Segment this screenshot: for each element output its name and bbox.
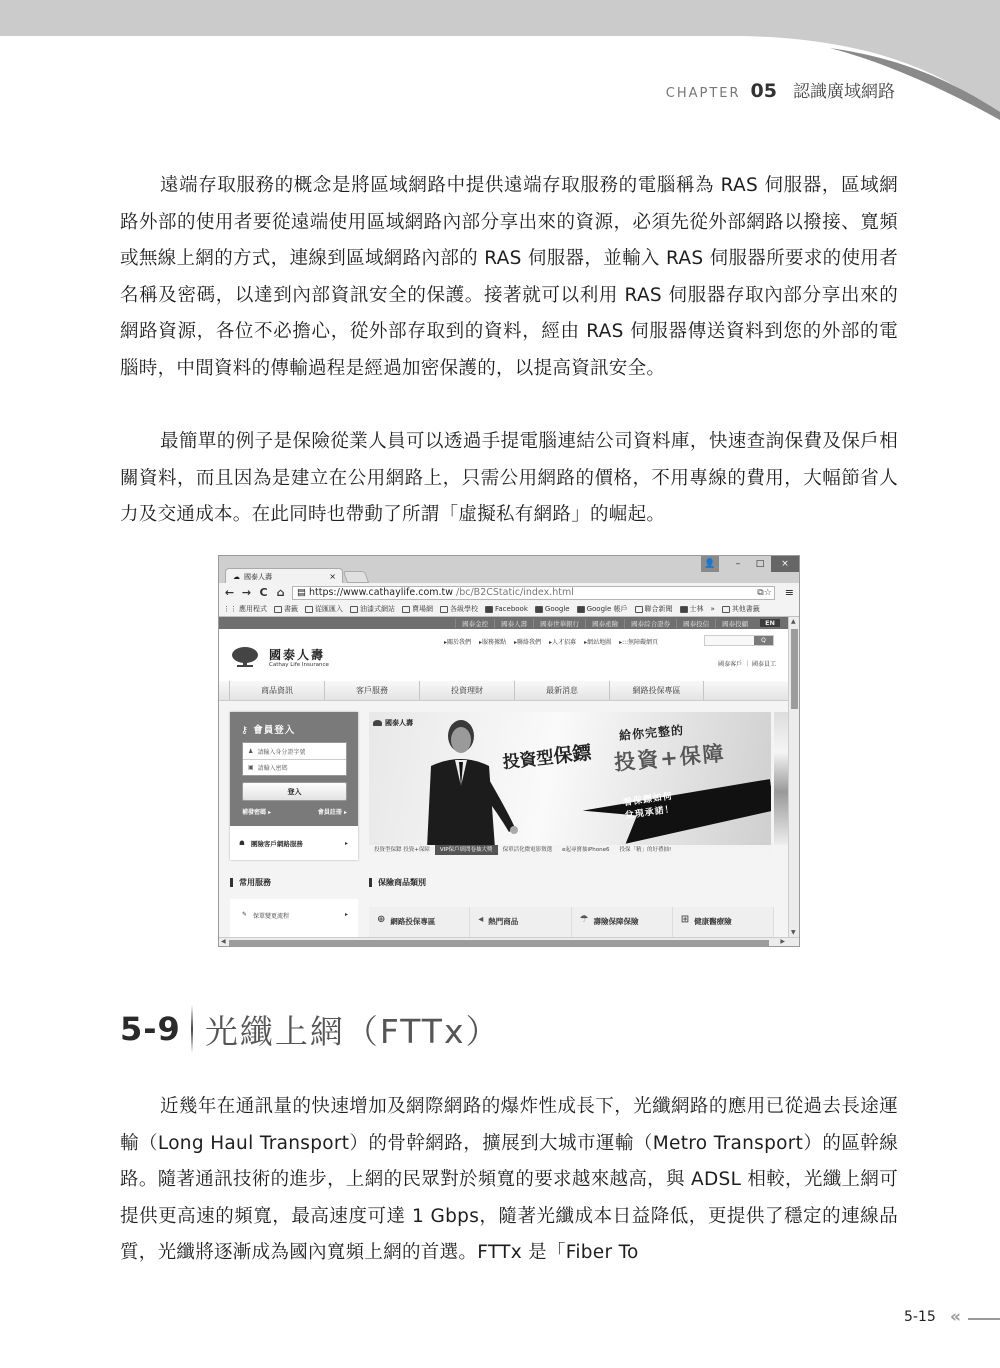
browser-toolbar	[219, 583, 799, 602]
maximize-button[interactable]: □	[755, 559, 765, 569]
reload-icon[interactable]: C	[259, 586, 268, 599]
site-header	[219, 629, 788, 681]
facebook-icon	[485, 606, 493, 613]
browser-tab-bar	[219, 556, 799, 583]
tree-logo-icon	[231, 646, 259, 668]
utility-link[interactable]: ▸服務據點	[479, 639, 507, 646]
policy-change-link[interactable]: ✎ 保單變更流程 ▸	[230, 899, 358, 937]
group-link[interactable]: 國泰世華銀行	[533, 619, 585, 628]
bookmarks-bar	[219, 602, 799, 617]
member-login-panel	[230, 712, 358, 860]
group-insurance-service-link[interactable]: ☗ 團險客戶網路服務 ▸	[230, 826, 358, 860]
folder-icon	[440, 606, 448, 613]
paragraph-insurance-example: 最簡單的例子是保險從業人員可以透過手提電腦連結公司資料庫，快速查詢保費及保戶相關資料，而且因為是建立在公用網路上，只需公用網路的價格，不用專線的費用，大幅節省人力及交通成本。在此同時也帶動了所謂「虛擬私有網路」的崛起。	[120, 431, 898, 525]
chapter-header	[666, 77, 895, 102]
group-link[interactable]: 國泰綜合證券	[624, 619, 676, 628]
apps-grid-icon: ⋮⋮	[223, 605, 237, 613]
scroll-down-icon[interactable]: ▼	[791, 929, 796, 936]
category-online-insurance[interactable]: ⊕ 網路投保專區	[369, 907, 470, 937]
scroll-right-icon[interactable]: ▶	[780, 938, 785, 945]
scroll-left-icon[interactable]: ◀	[221, 938, 226, 945]
close-tab-icon[interactable]: ×	[329, 572, 336, 581]
slide-tab[interactable]: 投資型保鏢 投資+保障	[374, 847, 430, 853]
login-links	[242, 807, 347, 816]
site-logo-subtitle: Cathay Life Insurance	[269, 662, 329, 668]
minimize-button[interactable]: –	[735, 559, 741, 569]
nav-item[interactable]: 網路投保專區	[609, 681, 704, 700]
group-link[interactable]: 國泰投顧	[715, 619, 754, 628]
utility-link[interactable]: ▸人才招募	[549, 639, 577, 646]
login-button[interactable]: 登入	[242, 782, 347, 801]
folder-icon	[722, 606, 730, 613]
chapter-title: 認識廣域網路	[793, 82, 895, 102]
chevron-right-icon: ▸	[344, 911, 348, 918]
back-icon[interactable]: ←	[224, 586, 235, 599]
horizontal-scrollbar[interactable]	[219, 937, 799, 947]
home-icon[interactable]: ⌂	[276, 586, 285, 599]
web-page-viewport	[219, 617, 788, 937]
utility-link[interactable]: ▸:::無障礙網頁	[619, 639, 659, 646]
group-link[interactable]: 國泰產險	[585, 619, 624, 628]
utility-link[interactable]: ▸網站地圖	[584, 639, 612, 646]
utility-link[interactable]: ▸聯絡我們	[514, 639, 542, 646]
paragraph-ras: 遠端存取服務的概念是將區域網路中提供遠端存取服務的電腦稱為 RAS 伺服器，區域網路外部的使用者要從遠端使用區域網路內部分享出來的資源，必須先從外部網路以撥接、寬頻或無線上網的方式，連線到區域網路內部的 RAS 伺服器，並輸入 RAS 伺服器所要求的使用者名稱及密碼，以達到內部資訊安全的保護。接著就可以利用 RAS 伺服器存取內部分享出來的網路資源，各位不必擔心，從外部存取到的資料，經由 RAS 伺服器傳送資料到您的外部的電腦時，中間資料的傳輸過程是經過加密保護的，以提高資訊安全。	[120, 175, 898, 379]
slide-tab[interactable]: e起尋寶抽iPhone6	[562, 847, 610, 853]
bookmark-folder[interactable]: 各級學校	[440, 604, 478, 614]
header-curve-decoration	[0, 0, 1000, 120]
category-life-insurance[interactable]: ☂ 壽險保障保險	[572, 907, 673, 937]
banner-slogan: 投資+保障	[613, 741, 727, 775]
person-icon: ♟	[248, 747, 254, 755]
section-divider	[191, 1005, 193, 1053]
nav-item[interactable]: 最新消息	[514, 681, 609, 700]
banner-next-arrow[interactable]	[774, 712, 788, 845]
paragraph-fiber: 近幾年在通訊量的快速增加及網際網路的爆炸性成長下，光纖網路的應用已從過去長途運輸（Long Haul Transport）的骨幹網路，擴展到大城市運輸（Metro Transport）的區幹線路。隨著通訊技術的進步，上網的民眾對於頻寬的要求越來越高，與 ADSL 相較，光纖上網可提供更高速的頻寬，最高速度可達 1 Gbps，隨著光纖成本日益降低，更提供了穩定的連線品質，光纖將逐漸成為國內寬頻上網的首選。FTTx 是「Fiber To	[120, 1096, 898, 1263]
forgot-password-link[interactable]: 補發密碼 ▸	[242, 809, 272, 816]
double-chevron-left-icon: «	[950, 1307, 956, 1327]
footer-line	[968, 1318, 1000, 1320]
menu-icon[interactable]: ≡	[784, 586, 794, 599]
folder-icon	[274, 606, 282, 613]
banner-headline: 投資型保鏢	[501, 741, 593, 774]
page-number: 5-15	[904, 1309, 936, 1325]
bookmark-folder[interactable]: 油漆式網站	[350, 604, 395, 614]
slide-tab[interactable]: 投保「精」的好禮抽!	[619, 847, 672, 853]
promo-banner[interactable]	[369, 712, 771, 845]
user-icon[interactable]: 👤	[701, 556, 719, 572]
product-category-row	[369, 907, 774, 937]
chapter-number: 05	[750, 80, 777, 102]
login-title: ⚷ 會員登入	[241, 725, 296, 736]
group-link[interactable]: 國泰人壽	[494, 619, 533, 628]
banner-cta-text[interactable]: 看保鏢如何 兌現承諾！	[622, 791, 676, 822]
tree-logo-icon	[373, 720, 382, 726]
bookmark-apps[interactable]: ⋮⋮ 應用程式	[223, 605, 267, 613]
section-number: 5-9	[120, 1010, 181, 1048]
slide-tab-active[interactable]: VIP保戶填問卷抽大獎	[435, 845, 498, 855]
folder-icon	[350, 606, 358, 613]
register-link[interactable]: 會員註冊 ▸	[317, 809, 347, 816]
bookmark-yahoo[interactable]: 士林	[680, 604, 704, 614]
yahoo-icon	[680, 606, 688, 613]
tab-title: 國泰人壽	[244, 572, 272, 581]
news-icon	[635, 606, 643, 613]
vertical-scrollbar[interactable]	[788, 617, 799, 937]
slide-tab[interactable]: 保單活化微電影徵選	[502, 847, 553, 853]
google-icon	[535, 606, 543, 613]
utility-links	[444, 637, 658, 646]
spokesman-image	[409, 716, 519, 845]
url-path: /bc/B2CStatic/index.html	[456, 587, 574, 598]
nav-item[interactable]: 投資理財	[419, 681, 514, 700]
member-links[interactable]: 國泰客戶 ｜ 國泰員工	[718, 661, 776, 668]
nav-item[interactable]: 商品資訊	[229, 681, 324, 700]
password-field[interactable]: ▣ 請輸入密碼	[243, 759, 346, 775]
bookmarks-overflow[interactable]: »	[710, 605, 715, 613]
folder-icon	[402, 606, 410, 613]
utility-link[interactable]: ▸關於我們	[444, 639, 472, 646]
site-search-input[interactable]	[704, 635, 774, 646]
bookmark-folder[interactable]: 書籤	[274, 604, 298, 614]
chapter-label: CHAPTER	[665, 86, 741, 101]
search-icon[interactable]: Q	[754, 636, 773, 645]
megaphone-icon: ◂	[478, 914, 484, 925]
page-icon: ▤	[297, 587, 306, 598]
user-key-icon: ⚷	[241, 725, 249, 736]
lock-icon: ▣	[248, 764, 254, 771]
folder-icon	[305, 606, 313, 613]
banner-subheadline: 給你完整的	[618, 723, 685, 743]
forward-icon[interactable]: →	[241, 586, 252, 599]
category-health-insurance[interactable]: ⊞ 健康醫療險	[673, 907, 774, 937]
group-link[interactable]: 國泰金控	[455, 619, 494, 628]
banner-slide-tabs	[369, 845, 771, 855]
section-title: 光纖上網（FTTx）	[204, 1011, 501, 1051]
tree-logo-icon: ☁	[233, 572, 240, 581]
vertical-scroll-thumb[interactable]	[791, 629, 798, 709]
umbrella-family-icon: ☂	[579, 914, 589, 925]
bookmark-other[interactable]: 其他書籤	[722, 604, 760, 614]
product-categories-heading: 保險商品類別	[369, 878, 426, 887]
browser-screenshot-figure	[218, 555, 800, 947]
group-link[interactable]: 國泰投信	[676, 619, 715, 628]
site-group-links	[219, 617, 788, 629]
site-logo-text[interactable]: 國泰人壽	[269, 648, 326, 662]
login-fields	[242, 742, 347, 776]
medical-kit-icon: ⊞	[680, 914, 690, 925]
category-hot-products[interactable]: ◂ 熱門商品	[470, 907, 571, 937]
group-icon: ☗	[239, 839, 245, 847]
globe-dollar-icon: ⊕	[377, 914, 386, 925]
window-controls	[701, 556, 799, 572]
nav-item[interactable]: 客戶服務	[324, 681, 419, 700]
browser-tab[interactable]	[225, 568, 343, 584]
section-heading	[120, 1005, 500, 1053]
bookmark-folder[interactable]: 從匯匯入	[305, 604, 343, 614]
new-tab-button[interactable]	[343, 571, 369, 583]
language-en-button[interactable]: EN	[760, 619, 780, 627]
address-bar[interactable]	[292, 586, 775, 600]
scroll-up-icon[interactable]: ▲	[791, 618, 796, 625]
banner-brand: 國泰人壽	[373, 718, 413, 728]
bookmark-google[interactable]: Google	[535, 605, 570, 613]
bookmark-news[interactable]: 聯合新聞	[635, 604, 673, 614]
edit-note-icon: ✎	[242, 911, 248, 918]
horizontal-scroll-thumb[interactable]	[229, 940, 769, 946]
bookmark-facebook[interactable]: Facebook	[485, 605, 528, 613]
bookmark-folder[interactable]: 賣場網	[402, 604, 433, 614]
url-host: https://www.cathaylife.com.tw	[308, 587, 454, 598]
close-window-button[interactable]: ×	[771, 556, 799, 572]
common-services-heading: 常用服務	[230, 878, 271, 887]
chevron-right-icon: ▸	[344, 839, 348, 847]
id-number-field[interactable]: ♟ 請輸入身分證字號	[248, 747, 306, 756]
bookmark-star-icon[interactable]: ⧉☆	[757, 587, 772, 598]
bookmark-google-account[interactable]: Google 帳戶	[577, 604, 628, 614]
main-navigation	[219, 681, 788, 701]
google-icon	[577, 606, 585, 613]
banner-cta-shape	[582, 779, 771, 845]
